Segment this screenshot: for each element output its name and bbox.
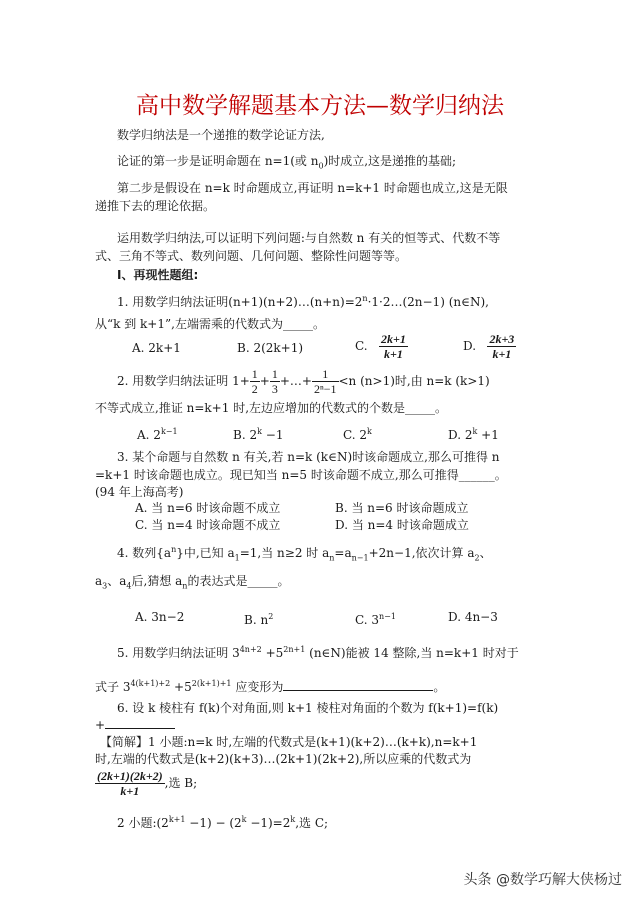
q4-option-a: A. 3n−2	[135, 610, 185, 624]
q6-line-1: 6. 设 k 棱柱有 f(k)个对角面,则 k+1 棱柱对角面的个数为 f(k+1)=f(k)	[117, 701, 499, 715]
q2-fraction-3: $\frac{1}{\text{2ⁿ−1}}$	[313, 367, 337, 396]
q1-option-c: C. $\frac{2k+1}{k+1}$	[355, 332, 406, 361]
q1-line-2: 从“k 到 k+1”,左端需乘的代数式为_____。	[95, 317, 325, 331]
q2-line-2: 不等式成立,推证 n=k+1 时,左边应增加的代数式的个数是_____。	[95, 401, 448, 415]
q3-option-a: A. 当 n=6 时该命题不成立	[135, 501, 281, 515]
q5-line-1: 5. 用数学归纳法证明 $3^{4n+2} +5^{2n+1}$ (n∈N)能被 14 整除,当 n=k+1 时对于	[117, 645, 519, 660]
q2-line-1: 2. 用数学归纳法证明 1+ $\frac{1}{2}$ + $\frac{1}{3}$ +…+ $\frac{1}{\text{2ⁿ−1}}$ <n (n>1)时,由 n=k (k>1)	[117, 367, 490, 396]
q1-option-a: A. 2k+1	[132, 341, 181, 355]
q3-line-3: (94 年上海高考)	[95, 485, 184, 499]
page-title: 高中数学解题基本方法—数学归纳法	[136, 93, 504, 119]
q2-option-b: B. $2^k -1$	[233, 427, 284, 442]
intro-line-6: 式、三角不等式、数列问题、几何问题、整除性问题等等。	[95, 249, 408, 263]
q2-fraction-2: $\frac{1}{3}$	[271, 367, 278, 396]
q1-option-c-fraction: $\frac{2k+1}{k+1}$	[381, 332, 406, 361]
q5-answer-blank	[283, 680, 433, 691]
q2-option-a: A. $2^{k-1}$	[137, 427, 178, 442]
q3-option-d: D. 当 n=4 时该命题成立	[335, 518, 469, 532]
q2-option-d: D. $2^k +1$	[448, 427, 499, 442]
intro-line-1: 数学归纳法是一个递推的数学论证方法,	[117, 128, 325, 142]
intro-line-4: 递推下去的理论依据。	[95, 199, 216, 213]
q1-option-b: B. 2(2k+1)	[237, 341, 304, 355]
section-heading: Ⅰ、再现性题组:	[117, 268, 199, 282]
solution-line-1: 【简解】1 小题:n=k 时,左端的代数式是(k+1)(k+2)…(k+k),n=k+1	[100, 735, 478, 749]
watermark: 头条 @数学巧解大侠杨过	[463, 872, 622, 888]
intro-line-5: 运用数学归纳法,可以证明下列问题:与自然数 n 有关的恒等式、代数不等	[117, 231, 501, 245]
q3-line-2: =k+1 时该命题也成立。现已知当 n=5 时该命题不成立,那么可推得______。	[95, 468, 507, 482]
solution-line-2: 时,左端的代数式是(k+2)(k+3)…(2k+1)(2k+2),所以应乘的代数式为	[95, 752, 472, 766]
q4-line-2: $a_3$、$a_4$后,猜想 $a_n$的表达式是_____。	[95, 574, 290, 591]
q2-fraction-1: $\frac{1}{2}$	[251, 367, 258, 396]
q1-line-1: 1. 用数学归纳法证明$(n+1)(n+2)\dots(n+n)=2^n\cdot 1\cdot 2\dots(2n-1)$ (n∈N),	[117, 294, 489, 309]
q4-option-c: C. $3^{n-1}$	[355, 612, 396, 627]
q2-option-c: C. 2$^k$	[343, 427, 372, 442]
q3-option-c: C. 当 n=4 时该命题不成立	[135, 518, 281, 532]
intro-line-2: 论证的第一步是证明命题在 n=1(或 $n_0$)时成立,这是递推的基础;	[117, 154, 457, 171]
q1-option-d: D. $\frac{2k+3}{k+1}$	[463, 332, 515, 361]
q4-option-d: D. 4n−3	[448, 610, 498, 624]
solution-line-4: 2 小题$:(2^{k+1} -1) - (2^k -1)=2^k$,选 C;	[117, 815, 329, 830]
q6-line-2: +	[95, 717, 175, 733]
q4-option-b: B. $n^2$	[244, 612, 274, 627]
q5-line-2: 式子 $3^{4(k+1)+2} +5^{2(k+1)+1}$ 应变形为 。	[95, 679, 446, 694]
q4-line-1: 4. 数列$\{a^n\}$中,已知 $a_1=1$,当 n≥2 时 $a_n=a_{n-1}+2n-1$,依次计算 $a_2$、	[117, 545, 492, 563]
solution-fraction: $\frac{(2k+1)(2k+2)}{k+1}$	[97, 769, 163, 798]
q3-line-1: 3. 某个命题与自然数 n 有关,若 n=k (k∈N)时该命题成立,那么可推得 n	[117, 450, 500, 464]
q3-option-b: B. 当 n=6 时该命题成立	[335, 501, 469, 515]
intro-line-3: 第二步是假设在 n=k 时命题成立,再证明 n=k+1 时命题也成立,这是无限	[117, 181, 508, 195]
solution-line-3: $\frac{(2k+1)(2k+2)}{k+1}$ ,选 B;	[97, 769, 198, 798]
q6-answer-blank	[105, 718, 175, 729]
q1-option-d-fraction: $\frac{2k+3}{k+1}$	[489, 332, 515, 361]
